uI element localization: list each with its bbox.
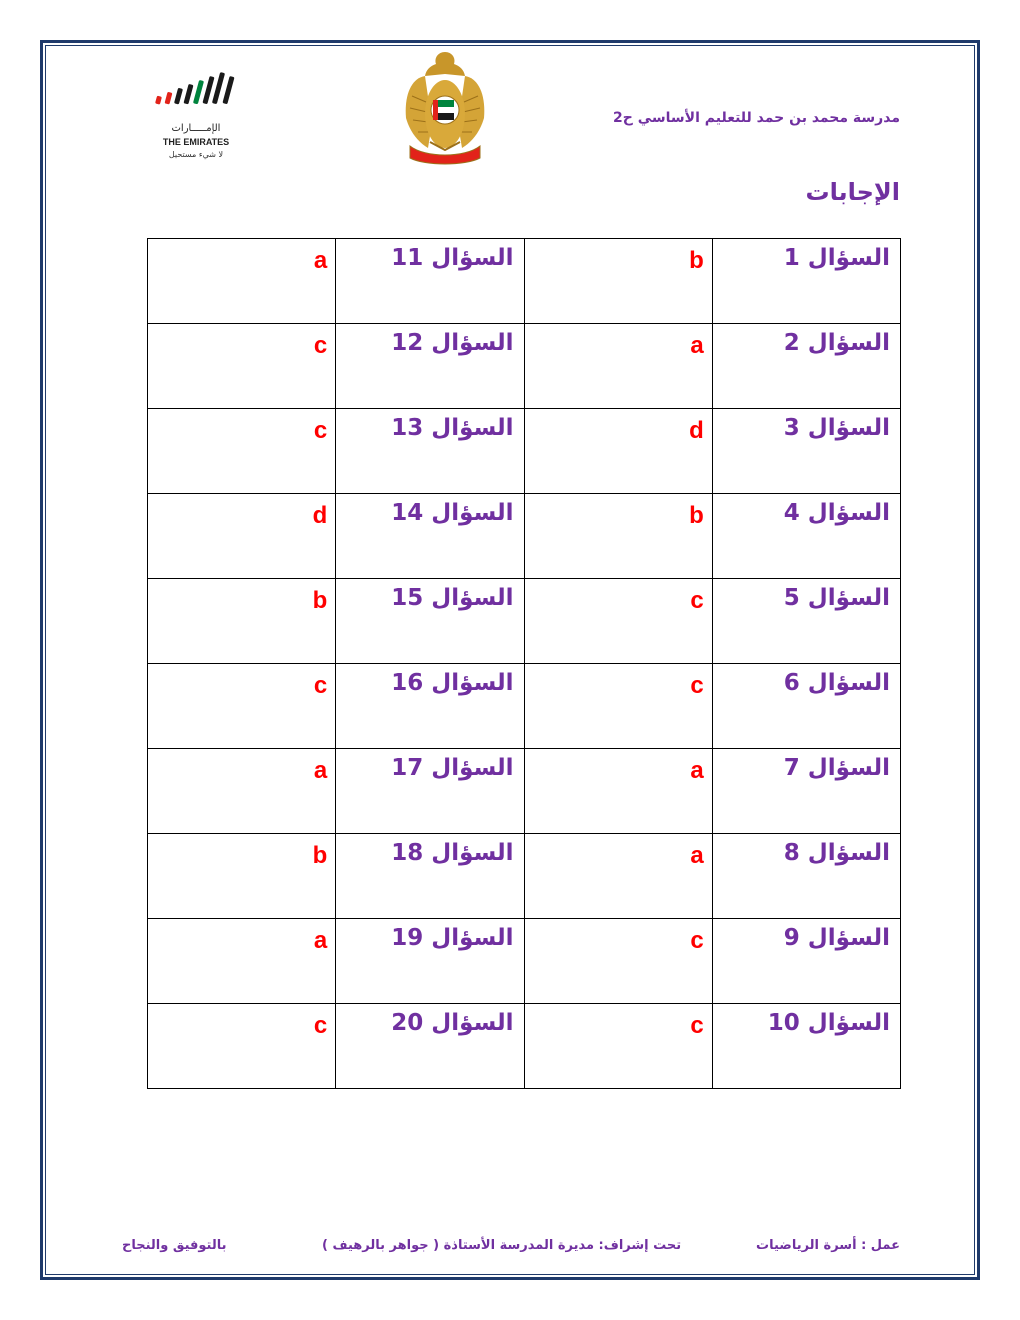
answer-cell: a	[148, 919, 336, 1004]
question-cell: السؤال 20	[336, 1004, 524, 1089]
answer-cell: c	[148, 409, 336, 494]
footer-supervisor: تحت إشراف: مديرة المدرسة الأستاذة ( جواهر بالرهيف )	[322, 1238, 682, 1253]
answers-table	[147, 238, 901, 1089]
question-cell: السؤال 5	[712, 579, 900, 664]
table-row	[148, 324, 901, 409]
table-row	[148, 579, 901, 664]
answer-cell: d	[524, 409, 712, 494]
table-row	[148, 494, 901, 579]
footer-credit: عمل : أسرة الرياضيات	[756, 1238, 900, 1253]
question-cell: السؤال 8	[712, 834, 900, 919]
answer-cell: c	[524, 1004, 712, 1089]
answer-cell: b	[148, 579, 336, 664]
question-cell: السؤال 9	[712, 919, 900, 1004]
answer-cell: d	[148, 494, 336, 579]
emirates-logo-tagline: لا شيء مستحيل	[168, 150, 224, 159]
table-row	[148, 664, 901, 749]
answer-cell: c	[524, 579, 712, 664]
answer-cell: c	[148, 664, 336, 749]
answer-cell: b	[524, 239, 712, 324]
table-row	[148, 239, 901, 324]
answer-cell: c	[524, 919, 712, 1004]
table-row	[148, 409, 901, 494]
question-cell: السؤال 16	[336, 664, 524, 749]
question-cell: السؤال 18	[336, 834, 524, 919]
table-row	[148, 919, 901, 1004]
question-cell: السؤال 2	[712, 324, 900, 409]
question-cell: السؤال 7	[712, 749, 900, 834]
answer-cell: c	[524, 664, 712, 749]
question-cell: السؤال 12	[336, 324, 524, 409]
table-row	[148, 834, 901, 919]
table-row	[148, 1004, 901, 1089]
table-row	[148, 749, 901, 834]
question-cell: السؤال 10	[712, 1004, 900, 1089]
answer-cell: a	[148, 749, 336, 834]
answer-cell: b	[148, 834, 336, 919]
uae-emblem-icon	[400, 46, 490, 168]
question-cell: السؤال 6	[712, 664, 900, 749]
answer-cell: b	[524, 494, 712, 579]
question-cell: السؤال 17	[336, 749, 524, 834]
emirates-logo-english: THE EMIRATES	[162, 137, 230, 147]
question-cell: السؤال 11	[336, 239, 524, 324]
footer-wish: بالتوفيق والنجاح	[122, 1238, 227, 1253]
question-cell: السؤال 1	[712, 239, 900, 324]
answer-cell: a	[524, 324, 712, 409]
answer-cell: a	[524, 749, 712, 834]
question-cell: السؤال 15	[336, 579, 524, 664]
school-name: مدرسة محمد بن حمد للتعليم الأساسي ح2	[613, 110, 900, 126]
answer-cell: c	[148, 1004, 336, 1089]
question-cell: السؤال 14	[336, 494, 524, 579]
emirates-logo-arabic: الإمـــــارات	[171, 123, 221, 134]
answer-cell: c	[148, 324, 336, 409]
question-cell: السؤال 3	[712, 409, 900, 494]
answer-cell: a	[524, 834, 712, 919]
question-cell: السؤال 19	[336, 919, 524, 1004]
answer-cell: a	[148, 239, 336, 324]
question-cell: السؤال 13	[336, 409, 524, 494]
question-cell: السؤال 4	[712, 494, 900, 579]
page-title: الإجابات	[805, 178, 900, 206]
